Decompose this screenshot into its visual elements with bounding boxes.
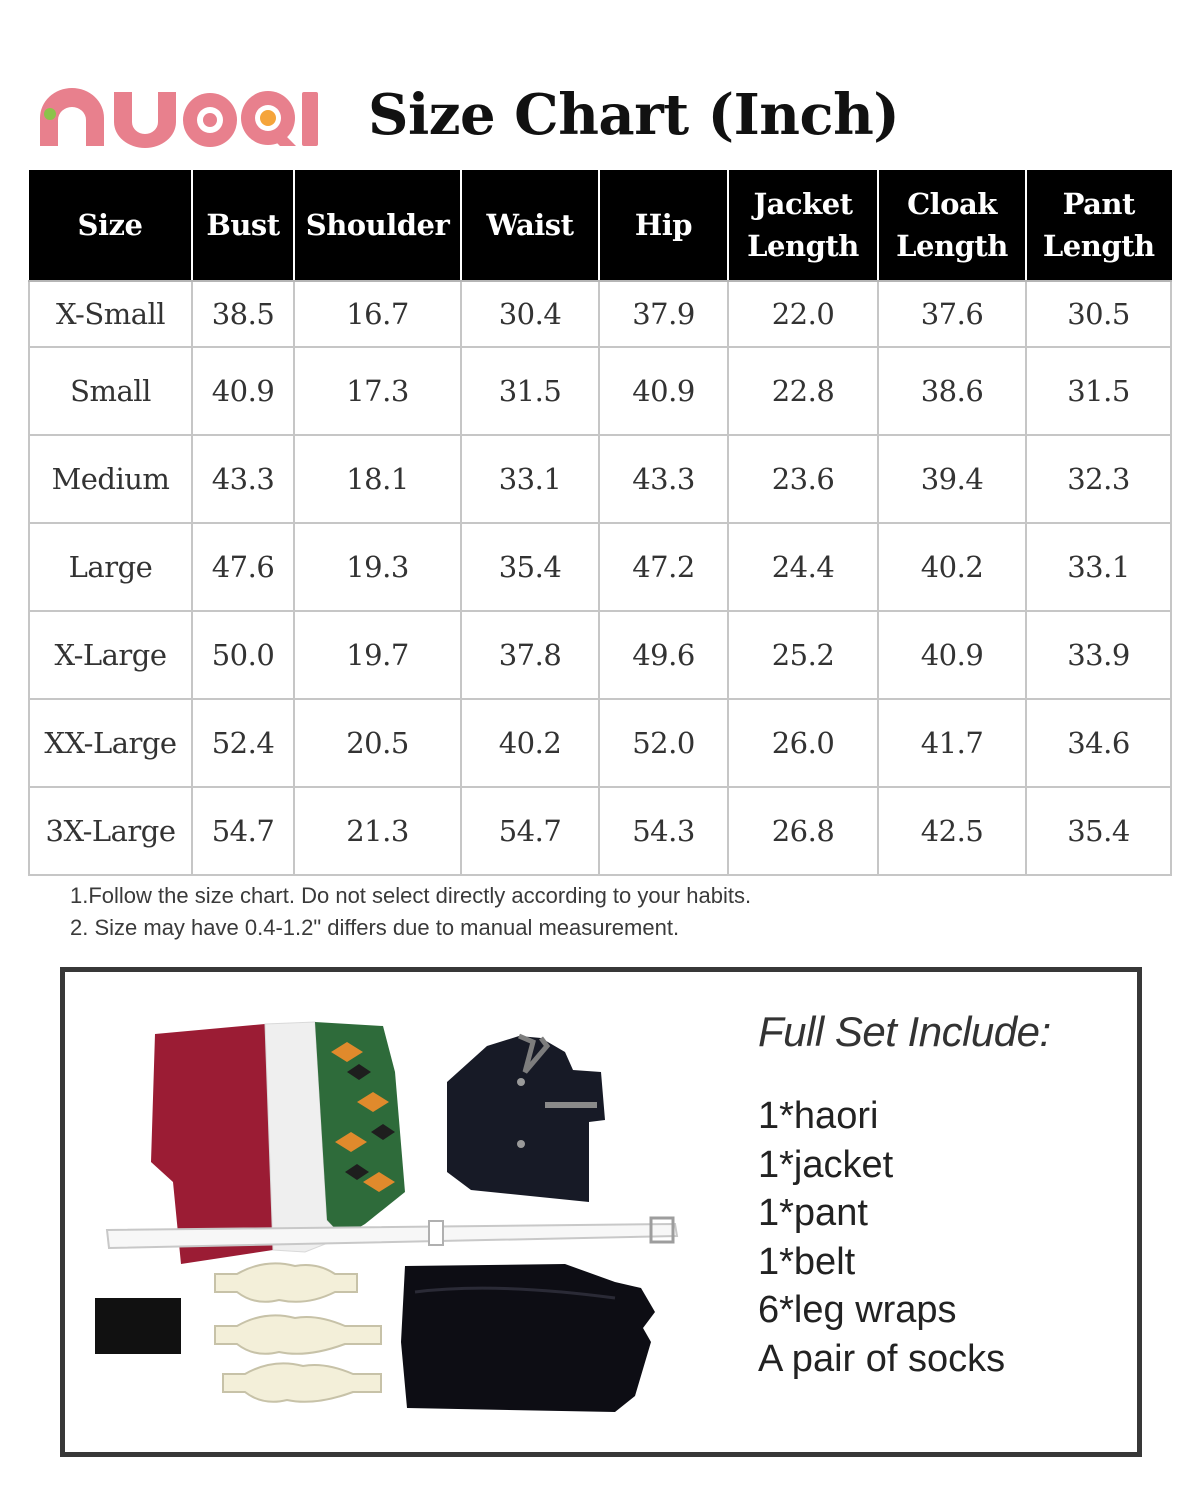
- cell-waist: 30.4: [461, 281, 599, 347]
- cell-size: XX-Large: [29, 699, 192, 787]
- list-item: 1*haori: [758, 1095, 879, 1137]
- cell-bust: 52.4: [192, 699, 294, 787]
- list-item: 1*belt: [758, 1240, 856, 1283]
- column-header-bust: Bust: [192, 170, 294, 281]
- header-line: Pant: [1062, 187, 1135, 221]
- cell-hip: 47.2: [599, 523, 728, 611]
- column-header-jacket-length: [728, 170, 878, 281]
- cell-cloak-length: 40.2: [878, 523, 1026, 611]
- cell-pant-length: 31.5: [1026, 347, 1171, 435]
- cell-hip: 43.3: [599, 435, 728, 523]
- cell-hip: 49.6: [599, 611, 728, 699]
- cell-bust: 54.7: [192, 787, 294, 875]
- cell-bust: 40.9: [192, 347, 294, 435]
- cell-size: Large: [29, 523, 192, 611]
- cell-cloak-length: 39.4: [878, 435, 1026, 523]
- full-set-box: [60, 967, 1142, 1457]
- page-title: Size Chart (Inch): [368, 82, 900, 148]
- socks: [95, 1298, 181, 1354]
- header-line: Cloak: [907, 187, 997, 221]
- cell-bust: 43.3: [192, 435, 294, 523]
- cell-waist: 54.7: [461, 787, 599, 875]
- cell-size: X-Large: [29, 611, 192, 699]
- list-item: A pair of socks: [758, 1337, 1006, 1380]
- table-row: [29, 611, 1171, 699]
- costume-photo: [95, 1012, 735, 1432]
- full-set-heading: Full Set Include:: [758, 1008, 1051, 1055]
- column-header-waist: Waist: [461, 170, 599, 281]
- cell-bust: 47.6: [192, 523, 294, 611]
- cell-cloak-length: 40.9: [878, 611, 1026, 699]
- cell-hip: 52.0: [599, 699, 728, 787]
- cell-jacket-length: 22.0: [728, 281, 878, 347]
- cell-shoulder: 17.3: [294, 347, 461, 435]
- cell-hip: 40.9: [599, 347, 728, 435]
- size-chart-table: [28, 170, 1172, 876]
- header-line: Length: [1042, 229, 1155, 263]
- cell-waist: 33.1: [461, 435, 599, 523]
- table-row: [29, 281, 1171, 347]
- cell-shoulder: 21.3: [294, 787, 461, 875]
- leg-wraps: [215, 1263, 381, 1401]
- full-set-list: [758, 1092, 1005, 1383]
- cell-pant-length: 34.6: [1026, 699, 1171, 787]
- table-row: [29, 699, 1171, 787]
- cell-hip: 54.3: [599, 787, 728, 875]
- cell-shoulder: 19.7: [294, 611, 461, 699]
- note-line: 1.Follow the size chart. Do not select directly according to your habits.: [70, 883, 752, 908]
- list-item: 6*leg wraps: [758, 1289, 957, 1331]
- column-header-hip: Hip: [599, 170, 728, 281]
- table-row: [29, 435, 1171, 523]
- pants: [401, 1264, 655, 1412]
- cell-cloak-length: 38.6: [878, 347, 1026, 435]
- cell-cloak-length: 41.7: [878, 699, 1026, 787]
- cell-waist: 31.5: [461, 347, 599, 435]
- cell-cloak-length: 37.6: [878, 281, 1026, 347]
- cell-hip: 37.9: [599, 281, 728, 347]
- brand-logo: [38, 84, 320, 148]
- haori-pattern-half: [315, 1022, 405, 1237]
- table-row: [29, 787, 1171, 875]
- column-header-cloak-length: [878, 170, 1026, 281]
- table-body: [29, 281, 1171, 875]
- table-row: [29, 523, 1171, 611]
- cell-shoulder: 18.1: [294, 435, 461, 523]
- cell-jacket-length: 24.4: [728, 523, 878, 611]
- list-item: 1*jacket: [758, 1143, 894, 1186]
- cell-jacket-length: 25.2: [728, 611, 878, 699]
- cell-bust: 50.0: [192, 611, 294, 699]
- cell-pant-length: 33.1: [1026, 523, 1171, 611]
- cell-cloak-length: 42.5: [878, 787, 1026, 875]
- cell-bust: 38.5: [192, 281, 294, 347]
- table-header-row: [29, 170, 1171, 281]
- cell-size: Small: [29, 347, 192, 435]
- cell-shoulder: 16.7: [294, 281, 461, 347]
- cell-shoulder: 19.3: [294, 523, 461, 611]
- cell-pant-length: 30.5: [1026, 281, 1171, 347]
- cell-size: X-Small: [29, 281, 192, 347]
- column-header-size: Size: [29, 170, 192, 281]
- list-item: 1*pant: [758, 1192, 868, 1234]
- cell-shoulder: 20.5: [294, 699, 461, 787]
- cell-pant-length: 33.9: [1026, 611, 1171, 699]
- header-line: Jacket: [753, 187, 853, 221]
- column-header-shoulder: Shoulder: [294, 170, 461, 281]
- cell-jacket-length: 22.8: [728, 347, 878, 435]
- cell-pant-length: 32.3: [1026, 435, 1171, 523]
- size-notes: [70, 880, 751, 944]
- cell-size: Medium: [29, 435, 192, 523]
- cell-jacket-length: 26.8: [728, 787, 878, 875]
- cell-waist: 40.2: [461, 699, 599, 787]
- column-header-pant-length: [1026, 170, 1171, 281]
- cell-jacket-length: 26.0: [728, 699, 878, 787]
- cell-size: 3X-Large: [29, 787, 192, 875]
- cell-waist: 37.8: [461, 611, 599, 699]
- cell-waist: 35.4: [461, 523, 599, 611]
- table-row: [29, 347, 1171, 435]
- cell-jacket-length: 23.6: [728, 435, 878, 523]
- note-line: 2. Size may have 0.4-1.2" differs due to manual measurement.: [70, 915, 680, 940]
- header-line: Length: [896, 229, 1008, 263]
- cell-pant-length: 35.4: [1026, 787, 1171, 875]
- header-line: Length: [747, 229, 859, 263]
